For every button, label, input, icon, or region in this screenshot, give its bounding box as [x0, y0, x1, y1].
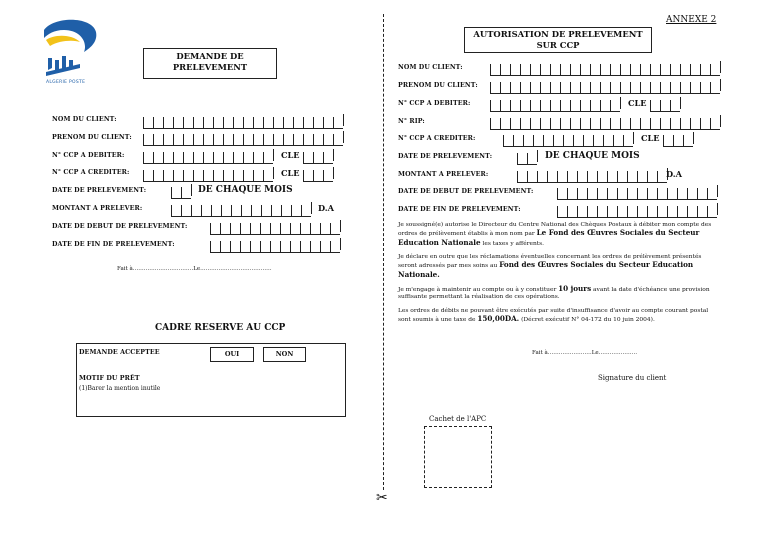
left-input-date-fin[interactable]	[210, 238, 341, 250]
left-label-montant: MONTANT A PRELEVER:	[52, 205, 143, 212]
left-input-ccp-debit[interactable]	[143, 149, 274, 161]
left-input-montant[interactable]	[171, 202, 312, 214]
right-input-date-fin[interactable]	[557, 203, 718, 215]
reserved-title: CADRE RESERVE AU CCP	[155, 323, 286, 333]
cachet-label: Cachet de l'APC	[429, 415, 487, 423]
right-title-text: AUTORISATION DE PRELEVEMENT SUR CCP	[473, 29, 643, 50]
right-label-ccp-credit: N° CCP A CREDITER:	[398, 135, 476, 142]
left-label-ccp-debit: N° CCP A DEBITER:	[52, 152, 125, 159]
p3-end: avant la date d'échéance une provision suffisante permettant la réalisation de ces opérations.	[398, 287, 710, 301]
left-label-date-fin: DATE DE FIN DE PRELEVEMENT:	[52, 241, 175, 248]
p1-text: Je soussigné(e) autorise le Directeur du Centre National des Chèques Postaux à débiter mon compte des ordres de prélèvement établis à mon nom par	[398, 222, 712, 238]
right-cle-credit: CLE	[641, 133, 660, 143]
p4-text: Les ordres de débits ne pouvant être exécutés par suite d'insuffisance d'avoir au compte courant postal sont soumis à une taxe de	[398, 308, 709, 324]
right-input-date-debut[interactable]	[557, 185, 718, 197]
right-label-date-fin: DATE DE FIN DE PRELEVEMENT:	[398, 206, 521, 213]
reserved-yes-box[interactable]: OUI	[210, 347, 254, 362]
right-input-ccp-credit[interactable]	[503, 132, 634, 144]
left-label-date-prelevement: DATE DE PRELEVEMENT:	[52, 187, 147, 194]
right-label-date-debut: DATE DE DEBUT DE PRELEVEMENT:	[398, 188, 534, 195]
right-input-client-firstname[interactable]	[490, 79, 721, 91]
right-each-month: DE CHAQUE MOIS	[545, 151, 640, 161]
p4-end: (Décret exécutif N° 04-172 du 10 juin 2004).	[521, 317, 655, 324]
right-input-rip[interactable]	[490, 115, 721, 127]
reserved-accepted: DEMANDE ACCEPTEE	[79, 349, 160, 356]
right-cle-debit: CLE	[628, 98, 647, 108]
left-title-text: DEMANDE DE PRELEVEMENT	[172, 51, 248, 72]
scissors-icon: ✂	[376, 490, 388, 506]
left-cle-debit: CLE	[281, 150, 300, 160]
right-label-date-prelevement: DATE DE PRELEVEMENT:	[398, 153, 493, 160]
paragraph-provision	[398, 285, 720, 302]
right-currency: D.A	[666, 169, 683, 179]
paragraph-taxe	[398, 308, 720, 325]
paragraph-reclamations	[398, 254, 720, 280]
p1-bold: Le Fond des Œuvres Sociales du Secteur Education Nationale	[398, 228, 700, 247]
right-input-client-name[interactable]	[490, 61, 721, 73]
logo-text: ALGERIE POSTE	[46, 80, 86, 85]
left-fait-line: Fait à……………………………Le…………………………………	[117, 266, 272, 272]
left-label-client-firstname: PRENOM DU CLIENT:	[52, 134, 132, 141]
right-title	[464, 27, 652, 53]
p2-text: Je déclare en outre que les réclamations éventuelles concernant les ordres de prélèvement présentés seront adressés par mes soins au	[398, 254, 702, 270]
p1-end: les taxes y afférents.	[482, 240, 545, 247]
reserved-note: (1)Barer la mention inutile	[79, 385, 161, 392]
p2-bold: Fond des Œuvres Sociales du Secteur Education Nationale.	[398, 260, 694, 279]
right-label-montant: MONTANT A PRELEVER:	[398, 171, 489, 178]
right-fait-line: Fait à……………………Le…………………	[532, 350, 638, 356]
left-label-ccp-credit: N° CCP A CREDITER:	[52, 169, 130, 176]
right-label-ccp-debit: N° CCP A DEBITER:	[398, 100, 471, 107]
annex-label: ANNEXE 2	[666, 15, 717, 25]
right-input-ccp-debit[interactable]	[490, 97, 621, 109]
left-input-date-debut[interactable]	[210, 220, 341, 232]
cachet-box	[424, 426, 492, 488]
right-label-rip: N° RIP:	[398, 118, 425, 125]
left-currency: D.A	[318, 203, 335, 213]
left-title	[143, 48, 277, 79]
left-each-month: DE CHAQUE MOIS	[198, 185, 293, 195]
right-input-montant[interactable]	[517, 168, 668, 180]
algerie-poste-logo	[40, 18, 100, 88]
left-label-client-name: NOM DU CLIENT:	[52, 116, 117, 123]
p4-bold: 150,00DA.	[477, 314, 520, 324]
left-input-client-name[interactable]	[143, 114, 344, 126]
right-label-client-firstname: PRENOM DU CLIENT:	[398, 82, 478, 89]
right-input-cle-credit[interactable]	[663, 132, 694, 144]
left-input-date-prelevement[interactable]	[171, 184, 192, 196]
p3-bold: 10 jours	[558, 284, 592, 293]
left-input-ccp-credit[interactable]	[143, 167, 274, 179]
left-cle-credit: CLE	[281, 168, 300, 178]
left-input-cle-credit[interactable]	[303, 167, 334, 179]
reserved-motif: MOTIF DU PRÊT	[79, 375, 140, 382]
right-input-cle-debit[interactable]	[650, 97, 681, 109]
right-input-date-prelevement[interactable]	[517, 150, 538, 162]
p3-text: Je m'engage à maintenir au compte ou à y constituer	[398, 287, 557, 293]
right-label-client-name: NOM DU CLIENT:	[398, 64, 463, 71]
reserved-no-box[interactable]: NON	[263, 347, 306, 362]
left-input-cle-debit[interactable]	[303, 149, 334, 161]
left-input-client-firstname[interactable]	[143, 131, 344, 143]
left-label-date-debut: DATE DE DEBUT DE PRELEVEMENT:	[52, 223, 188, 230]
signature-label: Signature du client	[598, 374, 667, 382]
cut-line	[383, 14, 384, 490]
paragraph-authorization	[398, 222, 720, 248]
